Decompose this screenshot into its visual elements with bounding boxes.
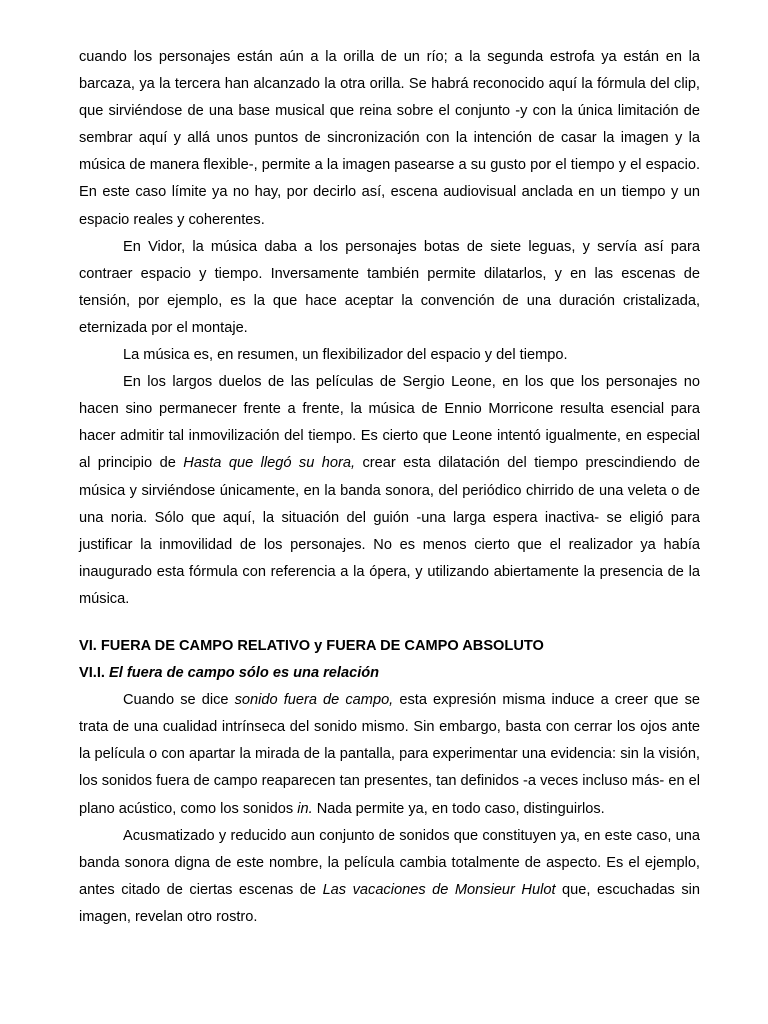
- text-run: Nada permite ya, en todo caso, distinguirlos.: [312, 800, 605, 817]
- text-run: En los largos duelos de las películas de Sergio Leone, en los que los personajes no hacen sino permanecer frente a frente, la música de Ennio Morricone resulta esencial para hacer admitir tal inmovilización del tiempo. Es cierto que Leone intentó igualmente, en especial al principio de: [79, 374, 700, 472]
- text-run: Cuando se dice: [123, 692, 235, 709]
- text-run: esta expresión misma induce a creer que se trata de una cualidad intrínseca del sonido mismo. Sin embargo, basta con cerrar los ojos ante la película o con apartar la mirada de la pantalla, para experimentar una evidencia: sin la visión, los sonidos fuera de campo reaparecen tan presentes, tan definidos -a veces incluso más- en el plano acústico, como los sonidos: [79, 692, 700, 817]
- film-title-italic: Las vacaciones de Monsieur Hulot: [322, 881, 556, 898]
- paragraph-leone: [79, 369, 700, 613]
- paragraph-acusmatizado: [79, 823, 700, 931]
- subsection-title: El fuera de campo sólo es una relación: [109, 665, 380, 682]
- section-heading: VI. FUERA DE CAMPO RELATIVO y FUERA DE CAMPO ABSOLUTO: [79, 637, 544, 654]
- term-italic: in.: [297, 800, 313, 817]
- paragraph-music-summary: La música es, en resumen, un flexibilizador del espacio y del tiempo.: [123, 347, 568, 364]
- section-spacer: [79, 613, 700, 633]
- subsection-number: VI.I.: [79, 665, 110, 682]
- paragraph-vidor: En Vidor, la música daba a los personajes botas de siete leguas, y servía así para contraer espacio y tiempo. Inversamente también permite dilatarlos, y en las escenas de tensión, por ejemplo, es la que hace aceptar la convención de una duración cristalizada, eternizada por el montaje.: [79, 238, 700, 336]
- film-title-italic: Hasta que llegó su hora,: [183, 455, 356, 472]
- text-run: Acusmatizado y reducido aun conjunto de sonidos que constituyen ya, en este caso, una banda sonora digna de este nombre, la película cambia totalmente de aspecto. Es el ejemplo, antes citado de ciertas escenas de: [79, 827, 700, 898]
- paragraph-fuera-de-campo: [79, 687, 700, 822]
- subsection-heading: [79, 660, 700, 687]
- text-run: crear esta dilatación del tiempo prescindiendo de música y sirviéndose únicamente, en la banda sonora, del periódico chirrido de una veleta o de una noria. Sólo que aquí, la situación del guión -una larga espera inactiva- se eligió para justificar la inmovilidad de los personajes. No es menos cierto que el realizador ya había inaugurado esta fórmula con referencia a la ópera, y utilizando abiertamente la presencia de la música.: [79, 455, 701, 607]
- term-italic: sonido fuera de campo,: [234, 692, 394, 709]
- text-run: que, escuchadas sin imagen, revelan otro rostro.: [79, 881, 700, 925]
- document-page: [79, 44, 700, 931]
- paragraph-clip: cuando los personajes están aún a la orilla de un río; a la segunda estrofa ya están en la barcaza, ya la tercera han alcanzado la otra orilla. Se habrá reconocido aquí la fórmula del clip, que sirviéndose de una base musical que reina sobre el conjunto -y con la única limitación de sembrar aquí y allá unos puntos de sincronización con la intención de casar la imagen y la música de manera flexible-, permite a la imagen pasearse a su gusto por el tiempo y el espacio. En este caso límite ya no hay, por decirlo así, escena audiovisual anclada en un tiempo y un espacio reales y coherentes.: [79, 49, 700, 228]
